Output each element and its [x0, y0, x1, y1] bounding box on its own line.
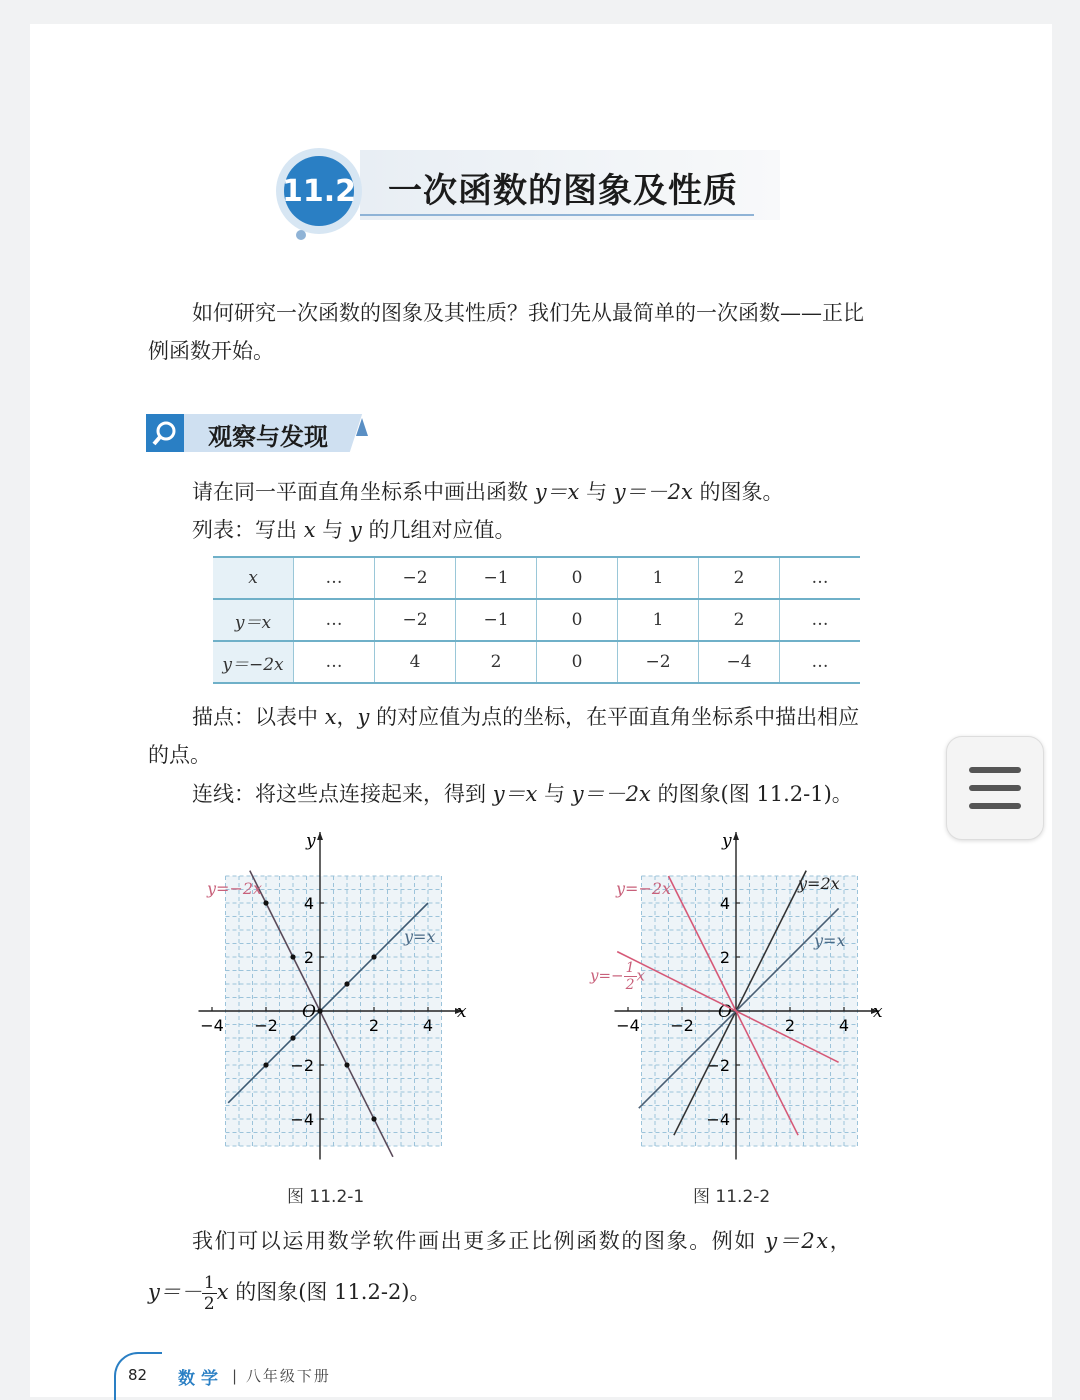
x-axis-label: x [457, 1002, 467, 1022]
caption-figure-2: 图 11.2-2 [693, 1187, 771, 1207]
x-tick-label: 4 [422, 1016, 434, 1035]
table-cell: −4 [699, 641, 780, 683]
data-point [344, 981, 349, 986]
label-y-neg2x-1: y=−2x [207, 879, 263, 898]
outro-line-2: y＝－ $\frac{1}{2}$ x 的图象(图 11.2-2)。 [148, 1273, 431, 1314]
intro-line-2: 例函数开始。 [148, 339, 274, 363]
table-cell: … [294, 557, 375, 599]
data-point [263, 900, 268, 905]
x-tick-label: −4 [616, 1016, 640, 1035]
title-underline [360, 214, 754, 216]
table-cell: 1 [618, 557, 699, 599]
x-tick-label: 2 [368, 1016, 380, 1035]
origin-label: O [718, 1002, 732, 1022]
observe-banner [146, 414, 368, 454]
origin-label: O [302, 1002, 316, 1022]
x-tick-label: −2 [670, 1016, 694, 1035]
menu-button[interactable] [946, 736, 1044, 840]
y-axis-label: y [306, 831, 316, 851]
data-point [317, 1008, 322, 1013]
y-tick-label: 2 [719, 948, 730, 967]
hamburger-icon [969, 767, 1021, 773]
y-tick-label: −2 [706, 1056, 730, 1075]
table-cell: 2 [456, 641, 537, 683]
y-tick-label: 2 [303, 948, 314, 967]
data-point [290, 1035, 295, 1040]
table-cell: 0 [537, 641, 618, 683]
table-cell: 1 [618, 599, 699, 641]
table-cell: … [780, 599, 861, 641]
table-cell: −2 [618, 641, 699, 683]
list-line: 列表：写出 x 与 y 的几组对应值。 [192, 518, 516, 542]
table-row [213, 599, 860, 641]
table-cell: … [294, 599, 375, 641]
data-point [371, 954, 376, 959]
footer-grade: | 八年级下册 [232, 1367, 331, 1385]
label-y-2x-2: y=2x [798, 874, 840, 893]
observe-label: 观察与发现 [208, 423, 328, 451]
table-cell: 0 [537, 599, 618, 641]
y-tick-label: −2 [290, 1056, 314, 1075]
table-cell: 2 [699, 599, 780, 641]
table-cell: −1 [456, 599, 537, 641]
connect-line: 连线：将这些点连接起来，得到 y＝x 与 y＝－2x 的图象(图 11.2-1)。 [192, 782, 853, 806]
task-line: 请在同一平面直角坐标系中画出函数 y＝x 与 y＝－2x 的图象。 [192, 480, 784, 504]
data-point [263, 1062, 268, 1067]
table-cell: … [780, 641, 861, 683]
y-axis-label: y [722, 831, 732, 851]
data-point [371, 1116, 376, 1121]
x-tick-label: −2 [254, 1016, 278, 1035]
footer-subject: 数学 [178, 1369, 224, 1389]
row-header: y＝x [213, 599, 294, 641]
row-header: y＝−2x [213, 641, 294, 683]
table-row [213, 557, 860, 599]
data-point [290, 954, 295, 959]
data-point [344, 1062, 349, 1067]
table-cell: … [294, 641, 375, 683]
y-tick-label: 4 [719, 894, 730, 913]
table-cell: 4 [375, 641, 456, 683]
y-axis-arrow [733, 832, 739, 840]
x-tick-label: 2 [784, 1016, 796, 1035]
label-y-neg2x-2: y=−2x [616, 879, 672, 898]
section-number: 11.2 [284, 156, 354, 226]
table-cell: −2 [375, 557, 456, 599]
table-row [213, 641, 860, 683]
banner-triangle-icon [356, 418, 368, 436]
table-cell: −2 [375, 599, 456, 641]
plot-line-2: 的点。 [148, 743, 211, 767]
y-tick-label: −4 [290, 1110, 314, 1129]
y-axis-arrow [317, 832, 323, 840]
row-header: x [213, 557, 294, 599]
table-cell: … [780, 557, 861, 599]
x-tick-label: 4 [838, 1016, 850, 1035]
table-cell: 2 [699, 557, 780, 599]
outro-line-1: 我们可以运用数学软件画出更多正比例函数的图象。例如 y＝2x， [192, 1229, 853, 1253]
magnifier-icon [146, 414, 184, 452]
intro-line-1: 如何研究一次函数的图象及其性质？我们先从最简单的一次函数——正比 [192, 301, 864, 325]
label-y-neg-half-x: y=− $\frac{1}{2}$ x [590, 960, 646, 993]
y-tick-label: −4 [706, 1110, 730, 1129]
badge-dot [296, 230, 306, 240]
table-cell: 0 [537, 557, 618, 599]
page-number: 82 [128, 1366, 148, 1384]
caption-figure-1: 图 11.2-1 [287, 1187, 365, 1207]
label-y-x-2: y=x [814, 931, 846, 950]
plot-line-1: 描点：以表中 x，y 的对应值为点的坐标，在平面直角坐标系中描出相应 [192, 705, 860, 729]
table-cell: −1 [456, 557, 537, 599]
y-tick-label: 4 [303, 894, 314, 913]
x-tick-label: −4 [200, 1016, 224, 1035]
value-table [213, 556, 860, 684]
x-axis-label: x [873, 1002, 883, 1022]
section-badge [276, 148, 362, 234]
section-title: 一次函数的图象及性质 [388, 171, 738, 211]
label-y-x-1: y=x [404, 927, 436, 946]
fraction-half: $\frac{1}{2}$ [203, 1273, 215, 1314]
